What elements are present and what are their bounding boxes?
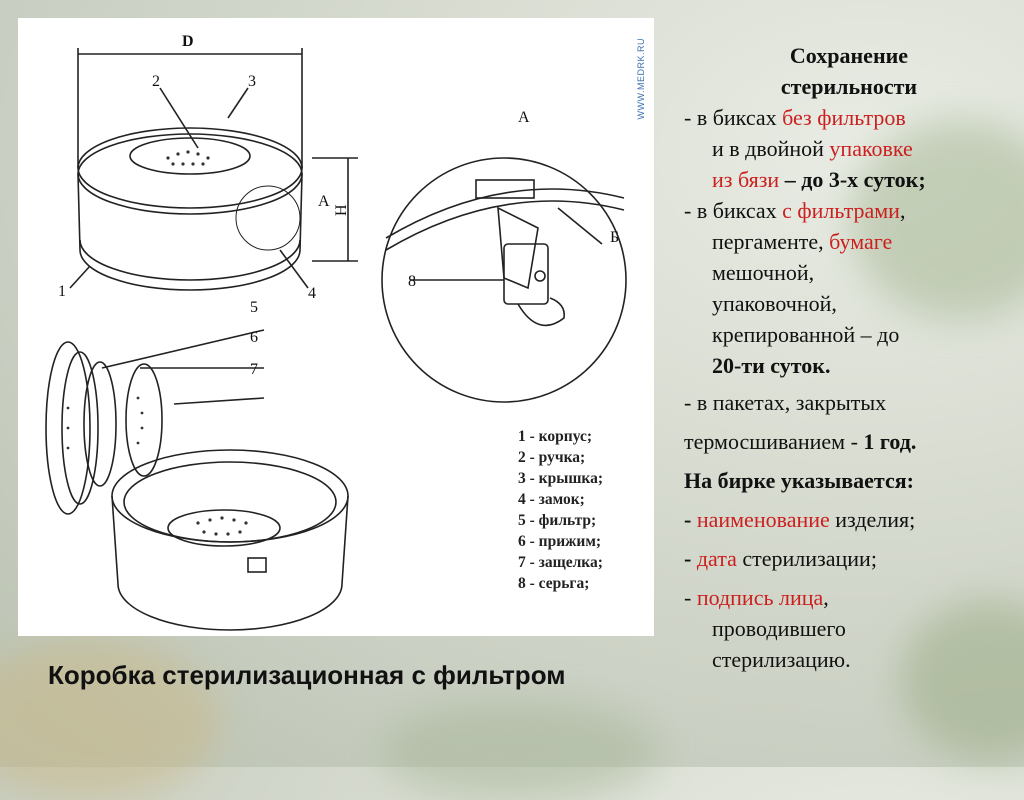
tag-item-date: - дата стерилизации; (684, 546, 877, 571)
section-title (684, 40, 1014, 102)
label-7: 7 (250, 361, 258, 378)
label-3: 3 (248, 73, 256, 90)
label-D: D (182, 33, 194, 50)
legend-item: 4 - замок; (518, 491, 585, 508)
legend-item: 8 - серьга; (518, 575, 590, 592)
label-4: 4 (308, 285, 316, 302)
bullet-no-filters: - в биксах без фильтров и в двойной упаковке из бязи – до 3-х суток; (684, 105, 926, 192)
label-2: 2 (152, 73, 160, 90)
tag-item-signature: - подпись лица, проводившего стерилизацию. (684, 585, 851, 672)
parts-legend (518, 426, 603, 594)
label-8: 8 (408, 273, 416, 290)
label-B: Б (610, 229, 620, 246)
label-H: H (333, 204, 350, 216)
legend-item: 1 - корпус; (518, 428, 593, 445)
figure-caption: Коробка стерилизационная с фильтром (48, 660, 566, 690)
legend-item: 2 - ручка; (518, 449, 586, 466)
label-A-top: A (318, 193, 330, 210)
title-line: Сохранение (789, 43, 909, 68)
tag-item-name: - наименование изделия; (684, 507, 916, 532)
legend-item: 3 - крышка; (518, 470, 604, 487)
label-6: 6 (250, 329, 258, 346)
title-line: стерильности (780, 74, 918, 99)
bullet-with-filters: - в биксах с фильтрами, пергаменте, бумаге мешочной, упаковочной, крепированной – до 20-ти суток. (684, 198, 906, 378)
legend-item: 7 - защелка; (518, 554, 603, 571)
label-1: 1 (58, 283, 66, 300)
tag-heading: На бирке указывается: (684, 468, 914, 493)
text-column (684, 40, 1014, 675)
figure-panel (18, 18, 654, 636)
bullet-packages: - в пакетах, закрытых термосшиванием - 1 год. (684, 390, 917, 454)
watermark: WWW.MEDRK.RU (636, 38, 646, 120)
label-5: 5 (250, 299, 258, 316)
legend-item: 6 - прижим; (518, 533, 602, 550)
legend-item: 5 - фильтр; (518, 512, 597, 529)
background-blob (380, 700, 660, 800)
label-A-detail: A (518, 109, 530, 126)
